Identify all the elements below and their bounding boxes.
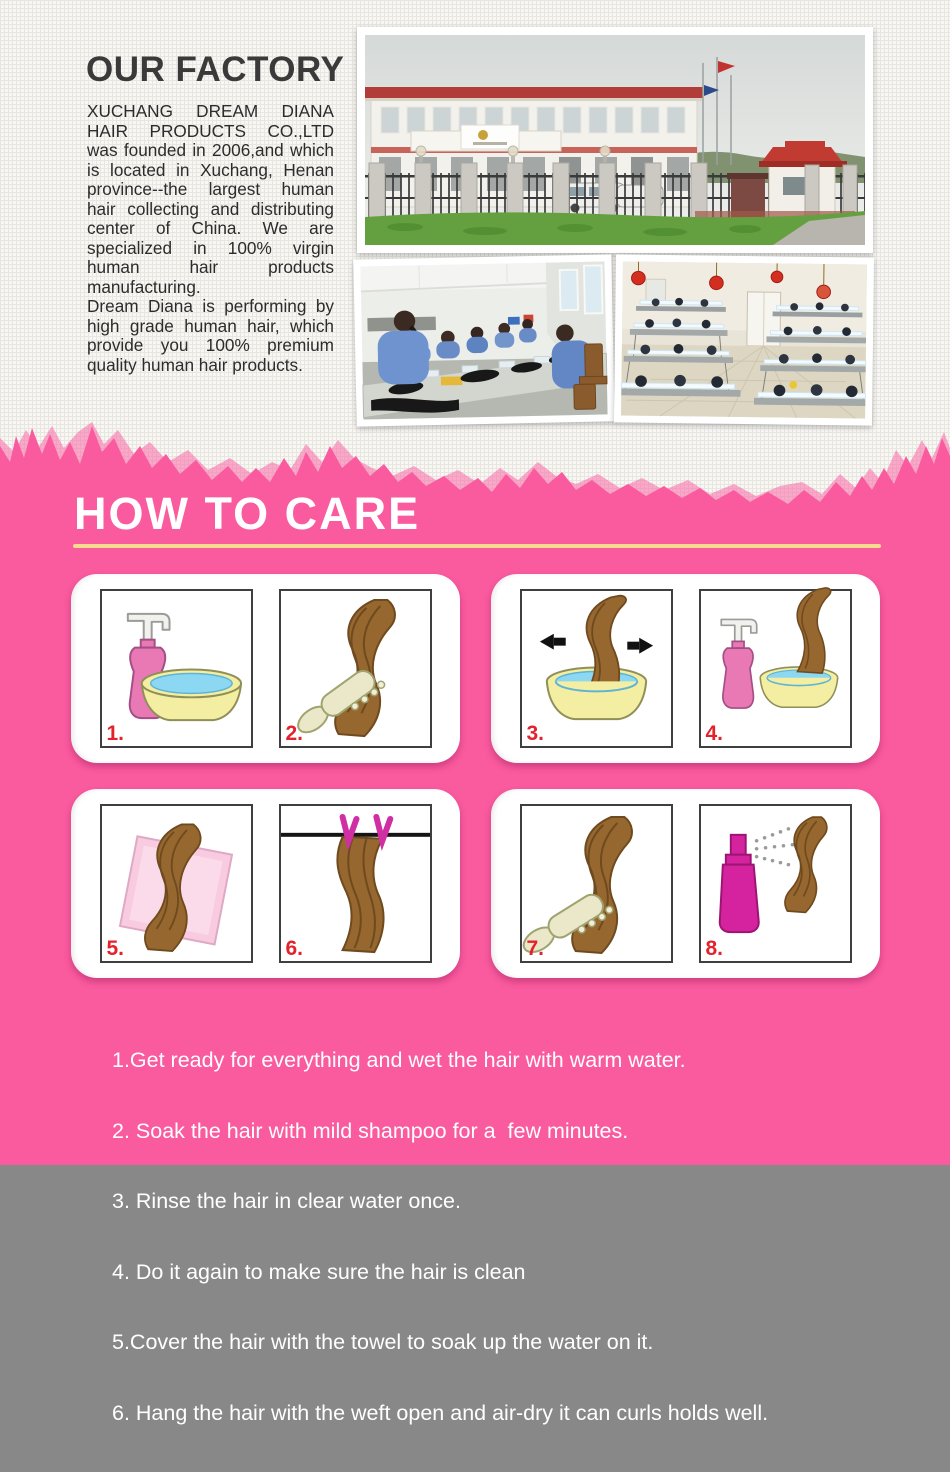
instruction-line: 3. Rinse the hair in clear water once. [112, 1190, 924, 1214]
care-step-panel-8 [699, 804, 852, 963]
care-card-steps-7-8 [491, 789, 880, 978]
factory-photo-building [357, 27, 873, 253]
instruction-line: 5.Cover the hair with the towel to soak up the water on it. [112, 1331, 924, 1355]
care-step-panel-5 [100, 804, 253, 963]
care-step-panel-6 [279, 804, 432, 963]
sorting-room-illustration [360, 261, 607, 419]
factory-title: OUR FACTORY [86, 50, 344, 90]
step-number: 6. [286, 937, 304, 961]
care-step-panel-7 [520, 804, 673, 963]
sewing-room-illustration [621, 262, 867, 419]
factory-photo-sewing-room [614, 254, 874, 425]
care-card-steps-3-4 [491, 574, 880, 763]
factory-building-illustration [365, 35, 865, 245]
step-number: 1. [107, 722, 125, 746]
factory-photo-sorting-room [353, 254, 614, 426]
factory-paragraph-1: XUCHANG DREAM DIANA HAIR PRODUCTS CO.,LTD was founded in 2006,and which is located in Xuchang, Henan province--the largest human hair collecting and distributing center of China. We are specialized in 100% virgin human hair products manufacturing. [87, 102, 334, 297]
factory-description [87, 102, 334, 375]
care-card-steps-1-2 [71, 574, 460, 763]
instruction-line: 6. Hang the hair with the weft open and air-dry it can curls holds well. [112, 1402, 924, 1426]
care-card-steps-5-6 [71, 789, 460, 978]
care-step-panel-2 [279, 589, 432, 748]
care-instructions [112, 1002, 924, 1472]
instruction-line: 4. Do it again to make sure the hair is clean [112, 1261, 924, 1285]
care-title-underline [73, 544, 881, 548]
step-number: 7. [527, 937, 545, 961]
care-step-panel-4 [699, 589, 852, 748]
instruction-line: 1.Get ready for everything and wet the hair with warm water. [112, 1049, 924, 1073]
step-number: 4. [706, 722, 724, 746]
care-step-panel-1 [100, 589, 253, 748]
factory-paragraph-2: Dream Diana is performing by high grade human hair, which provide you 100% premium quality human hair products. [87, 297, 334, 375]
step-number: 8. [706, 937, 724, 961]
step-number: 2. [286, 722, 304, 746]
instruction-line: 2. Soak the hair with mild shampoo for a few minutes. [112, 1120, 924, 1144]
care-step-panel-3 [520, 589, 673, 748]
step-number: 5. [107, 937, 125, 961]
step-number: 3. [527, 722, 545, 746]
care-title: HOW TO CARE [74, 488, 420, 540]
